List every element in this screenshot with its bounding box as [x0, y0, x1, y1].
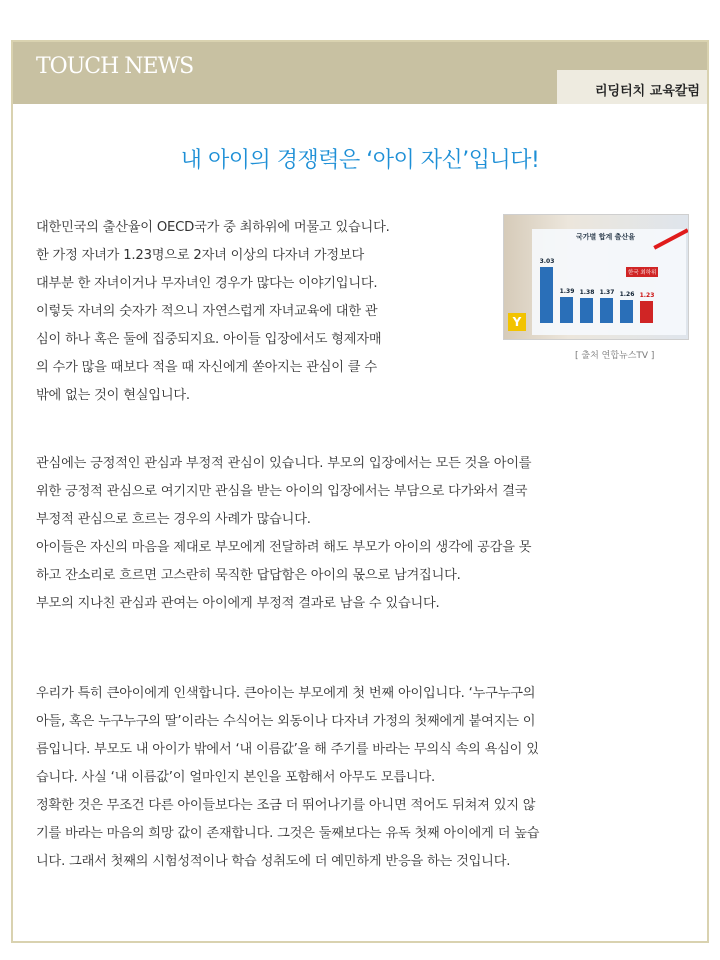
- text-line: 아이들은 자신의 마음을 제대로 부모에게 전달하려 해도 부모가 아이의 생각에 공감을 못: [36, 540, 532, 555]
- text-line: 심이 하나 혹은 둘에 집중되지요. 아이들 입장에서도 형제자매: [36, 332, 382, 347]
- text-line: 한 가정 자녀가 1.23명으로 2자녀 이상의 다자녀 가정보다: [36, 248, 365, 263]
- brand-title: TOUCH NEWS: [36, 54, 194, 79]
- text-line: 대부분 한 자녀이거나 무자녀인 경우가 많다는 이야기입니다.: [36, 276, 378, 291]
- paragraph-1: [36, 214, 390, 410]
- text-line: 대한민국의 출산율이 OECD국가 중 최하위에 머물고 있습니다.: [36, 220, 390, 235]
- text-line: 아들, 혹은 누구누구의 딸’이라는 수식어는 외동이나 다자녀 가정의 첫째에게 붙여지는 이: [36, 714, 536, 729]
- bar: [560, 297, 573, 323]
- bar: [600, 298, 613, 323]
- news-chart-image: [503, 214, 689, 340]
- section-label: 리딩터치 교육칼럼: [595, 84, 700, 99]
- article-title: 내 아이의 경쟁력은 ‘아이 자신’입니다!: [180, 148, 540, 173]
- text-line: 하고 잔소리로 흐르면 고스란히 묵직한 답답함은 아이의 몫으로 남겨집니다.: [36, 568, 461, 583]
- bar-value: 1.39: [559, 288, 575, 295]
- bar-value: 1.26: [619, 291, 635, 298]
- bar: [540, 267, 553, 323]
- text-line: 니다. 그래서 첫째의 시험성적이나 학습 성취도에 더 예민하게 반응을 하는 것입니다.: [36, 854, 511, 869]
- text-line: 부모의 지나친 관심과 관여는 아이에게 부정적 결과로 남을 수 있습니다.: [36, 596, 440, 611]
- paragraph-3: [36, 680, 539, 876]
- text-line: 부정적 관심으로 흐르는 경우의 사례가 많습니다.: [36, 512, 311, 527]
- text-line: 우리가 특히 큰아이에게 인색합니다. 큰아이는 부모에게 첫 번째 아이입니다. ‘누구누구의: [36, 686, 536, 701]
- bar: [620, 300, 633, 323]
- bar-korea: [640, 301, 653, 323]
- text-line: 름입니다. 부모도 내 아이가 밖에서 ‘내 이름값’을 해 주기를 바라는 무의식 속의 욕심이 있: [36, 742, 539, 757]
- text-line: 관심에는 긍정적인 관심과 부정적 관심이 있습니다. 부모의 입장에서는 모든 것을 아이를: [36, 456, 532, 471]
- bar: [580, 298, 593, 323]
- chart-title: 국가별 합계 출산율: [576, 233, 635, 241]
- paragraph-2: [36, 450, 531, 618]
- text-line: 위한 긍정적 관심으로 여기지만 관심을 받는 아이의 입장에서는 부담으로 다가와서 결국: [36, 484, 528, 499]
- broadcaster-logo: Y: [508, 313, 526, 331]
- bar-value: 1.23: [639, 292, 655, 299]
- text-line: 밖에 없는 것이 현실입니다.: [36, 388, 190, 403]
- text-line: 이렇듯 자녀의 숫자가 적으니 자연스럽게 자녀교육에 대한 관: [36, 304, 378, 319]
- bar-value: 1.37: [599, 289, 615, 296]
- text-line: 정확한 것은 무조건 다른 아이들보다는 조금 더 뛰어나기를 아니면 적어도 뒤쳐져 있지 않: [36, 798, 536, 813]
- bar-value: 1.38: [579, 289, 595, 296]
- text-line: 습니다. 사실 ‘내 이름값’이 얼마인지 본인을 포함해서 아무도 모릅니다.: [36, 770, 435, 785]
- bar-value: 3.03: [539, 258, 555, 265]
- text-line: 의 수가 많을 때보다 적을 때 자신에게 쏟아지는 관심이 클 수: [36, 360, 377, 375]
- text-line: 기를 바라는 마음의 희망 값이 존재합니다. 그것은 둘째보다는 유독 첫째 아이에게 더 높습: [36, 826, 540, 841]
- korea-lowest-tag: 한국 최하위: [626, 267, 658, 277]
- image-caption: [ 출처 연합뉴스TV ]: [575, 351, 655, 361]
